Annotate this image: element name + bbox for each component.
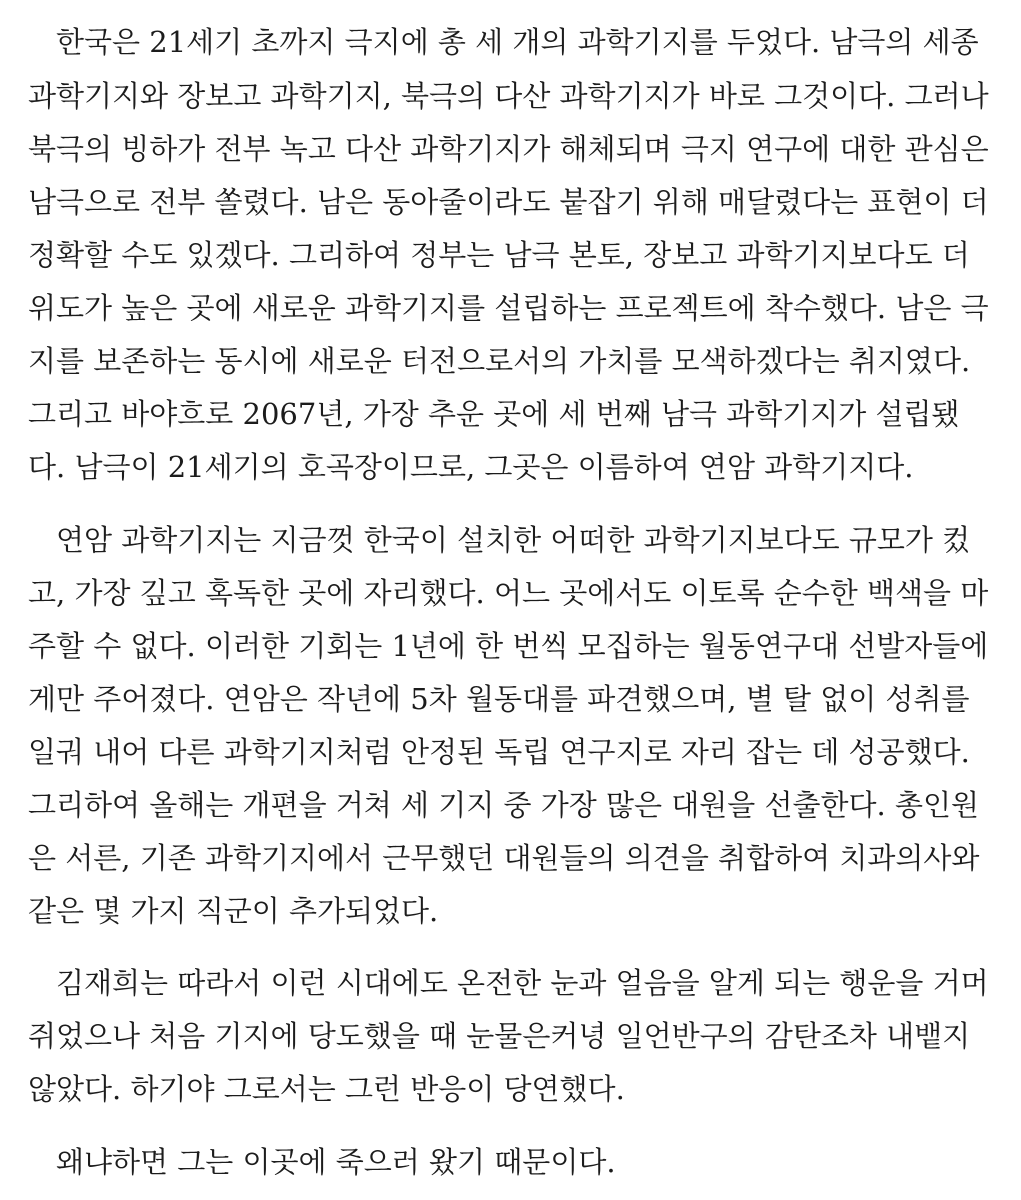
paragraph-1-line-6: 위도가 높은 곳에 새로운 과학기지를 설립하는 프로젝트에 착수했다. 남은 극: [28, 291, 989, 325]
paragraph-2-line-3: 주할 수 없다. 이러한 기회는 1년에 한 번씩 모집하는 월동연구대 선발자들에: [28, 629, 989, 663]
paragraph-1-line-2: 과학기지와 장보고 과학기지, 북극의 다산 과학기지가 바로 그것이다. 그러나: [28, 79, 989, 113]
paragraph-2-line-7: 은 서른, 기존 과학기지에서 근무했던 대원들의 의견을 취합하여 치과의사와: [28, 841, 980, 875]
paragraph-1-line-8: 그리고 바야흐로 2067년, 가장 추운 곳에 세 번째 남극 과학기지가 설립됐: [28, 397, 960, 431]
paragraph-1-line-5: 정확할 수도 있겠다. 그리하여 정부는 남극 본토, 장보고 과학기지보다도 더: [28, 238, 970, 272]
paragraph-1-line-4: 남극으로 전부 쏠렸다. 남은 동아줄이라도 붙잡기 위해 매달렸다는 표현이 더: [28, 185, 989, 219]
paragraph-2-line-1: 연암 과학기지는 지금껏 한국이 설치한 어떠한 과학기지보다도 규모가 컸: [56, 523, 971, 557]
paragraph-1-line-1: 한국은 21세기 초까지 극지에 총 세 개의 과학기지를 두었다. 남극의 세종: [56, 25, 979, 59]
paragraph-2-line-4: 게만 주어졌다. 연암은 작년에 5차 월동대를 파견했으며, 별 탈 없이 성취를: [28, 682, 970, 716]
paragraph-2-line-2: 고, 가장 깊고 혹독한 곳에 자리했다. 어느 곳에서도 이토록 순수한 백색을 마: [28, 576, 989, 610]
paragraph-3-line-2: 쥐었으나 처음 기지에 당도했을 때 눈물은커녕 일언반구의 감탄조차 내뱉지: [28, 1019, 971, 1053]
paragraph-2-line-6: 그리하여 올해는 개편을 거쳐 세 기지 중 가장 많은 대원을 선출한다. 총인원: [28, 788, 980, 822]
paragraph-1-line-3: 북극의 빙하가 전부 녹고 다산 과학기지가 해체되며 극지 연구에 대한 관심은: [28, 132, 989, 166]
paragraph-3-line-3: 않았다. 하기야 그로서는 그런 반응이 당연했다.: [28, 1072, 625, 1106]
paragraph-3-line-1: 김재희는 따라서 이런 시대에도 온전한 눈과 얼음을 알게 되는 행운을 거머: [56, 966, 989, 1000]
paragraph-4-line-1: 왜냐하면 그는 이곳에 죽으러 왔기 때문이다.: [56, 1145, 616, 1179]
paragraph-2-line-5: 일궈 내어 다른 과학기지처럼 안정된 독립 연구지로 자리 잡는 데 성공했다.: [28, 735, 970, 769]
paragraph-2-line-8: 같은 몇 가지 직군이 추가되었다.: [28, 894, 439, 928]
paragraph-1-line-7: 지를 보존하는 동시에 새로운 터전으로서의 가치를 모색하겠다는 취지였다.: [28, 344, 971, 378]
paragraph-1-line-9: 다. 남극이 21세기의 호곡장이므로, 그곳은 이름하여 연암 과학기지다.: [28, 450, 914, 484]
